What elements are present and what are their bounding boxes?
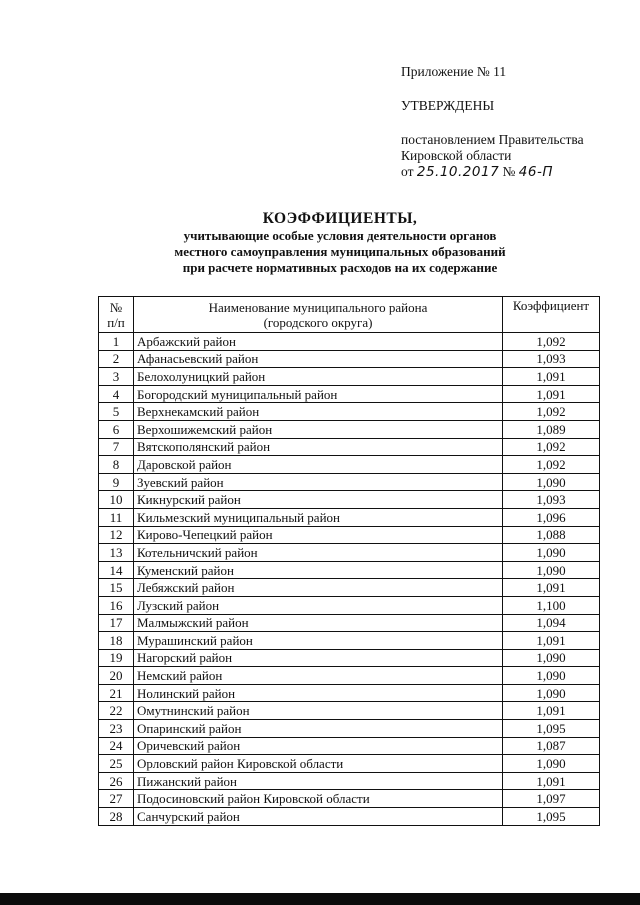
row-number: 5 (99, 403, 134, 421)
row-coefficient: 1,090 (503, 755, 600, 773)
number-prefix: № (502, 164, 516, 179)
title-line-1: учитывающие особые условия деятельности органов (183, 228, 497, 243)
header-name: Наименование муниципального района (городского округа) (134, 297, 503, 333)
row-district-name: Малмыжский район (134, 614, 503, 632)
row-district-name: Вятскополянский район (134, 438, 503, 456)
row-number: 12 (99, 526, 134, 544)
row-district-name: Даровской район (134, 456, 503, 474)
row-coefficient: 1,097 (503, 790, 600, 808)
row-coefficient: 1,091 (503, 632, 600, 650)
decree-line-2: Кировской области (401, 148, 512, 163)
row-district-name: Богородский муниципальный район (134, 385, 503, 403)
table-row (99, 720, 600, 738)
row-district-name: Арбажский район (134, 333, 503, 351)
table-row (99, 755, 600, 773)
annex-number: Приложение № 11 (401, 64, 507, 79)
row-number: 18 (99, 632, 134, 650)
table-row (99, 808, 600, 826)
decree-line-1: постановлением Правительства (401, 132, 584, 147)
table-row (99, 526, 600, 544)
row-district-name: Санчурский район (134, 808, 503, 826)
table-row (99, 702, 600, 720)
decree-date-line (401, 164, 584, 180)
document-title (80, 210, 600, 276)
row-district-name: Белохолуницкий район (134, 368, 503, 386)
row-number: 11 (99, 508, 134, 526)
table-row (99, 579, 600, 597)
table-row (99, 420, 600, 438)
table-row (99, 632, 600, 650)
row-number: 19 (99, 649, 134, 667)
title-line-3: при расчете нормативных расходов на их содержание (182, 260, 498, 275)
row-coefficient: 1,095 (503, 720, 600, 738)
approval-block (401, 64, 584, 180)
row-district-name: Орловский район Кировской области (134, 755, 503, 773)
title-line-2: местного самоуправления муниципальных образований (174, 244, 506, 259)
table-header-row (99, 297, 600, 333)
row-district-name: Верхнекамский район (134, 403, 503, 421)
row-number: 10 (99, 491, 134, 509)
row-district-name: Лузский район (134, 596, 503, 614)
row-district-name: Пижанский район (134, 772, 503, 790)
table-row (99, 561, 600, 579)
scan-bottom-edge (0, 893, 640, 905)
table-row (99, 684, 600, 702)
table-row (99, 473, 600, 491)
row-number: 17 (99, 614, 134, 632)
row-number: 25 (99, 755, 134, 773)
table-row (99, 456, 600, 474)
row-number: 27 (99, 790, 134, 808)
row-district-name: Мурашинский район (134, 632, 503, 650)
table-row (99, 403, 600, 421)
table-row (99, 596, 600, 614)
row-coefficient: 1,095 (503, 808, 600, 826)
handwritten-date: 25.10.2017 (416, 164, 500, 180)
row-coefficient: 1,093 (503, 491, 600, 509)
row-district-name: Куменский район (134, 561, 503, 579)
row-number: 8 (99, 456, 134, 474)
row-number: 4 (99, 385, 134, 403)
row-district-name: Зуевский район (134, 473, 503, 491)
row-coefficient: 1,090 (503, 544, 600, 562)
row-number: 16 (99, 596, 134, 614)
row-number: 14 (99, 561, 134, 579)
header-number: № п/п (99, 297, 134, 333)
table-row (99, 333, 600, 351)
row-coefficient: 1,091 (503, 385, 600, 403)
row-district-name: Кильмезский муниципальный район (134, 508, 503, 526)
row-district-name: Подосиновский район Кировской области (134, 790, 503, 808)
approved-heading: УТВЕРЖДЕНЫ (401, 98, 495, 113)
row-number: 1 (99, 333, 134, 351)
table-row (99, 385, 600, 403)
row-coefficient: 1,090 (503, 667, 600, 685)
table-row (99, 614, 600, 632)
table-row (99, 368, 600, 386)
table-row (99, 737, 600, 755)
row-number: 26 (99, 772, 134, 790)
coefficients-table (98, 296, 600, 826)
row-coefficient: 1,091 (503, 772, 600, 790)
row-coefficient: 1,092 (503, 456, 600, 474)
row-district-name: Афанасьевский район (134, 350, 503, 368)
table-row (99, 350, 600, 368)
row-coefficient: 1,096 (503, 508, 600, 526)
handwritten-number: 46-П (518, 164, 553, 180)
row-coefficient: 1,088 (503, 526, 600, 544)
row-number: 3 (99, 368, 134, 386)
row-number: 22 (99, 702, 134, 720)
row-coefficient: 1,093 (503, 350, 600, 368)
row-coefficient: 1,087 (503, 737, 600, 755)
row-number: 28 (99, 808, 134, 826)
row-number: 20 (99, 667, 134, 685)
table-row (99, 438, 600, 456)
row-number: 7 (99, 438, 134, 456)
row-coefficient: 1,091 (503, 368, 600, 386)
table-row (99, 491, 600, 509)
row-coefficient: 1,090 (503, 561, 600, 579)
title-main: КОЭФФИЦИЕНТЫ, (262, 210, 418, 227)
row-coefficient: 1,100 (503, 596, 600, 614)
header-coefficient: Коэффициент (503, 297, 600, 333)
table-row (99, 772, 600, 790)
row-district-name: Оричевский район (134, 737, 503, 755)
row-coefficient: 1,094 (503, 614, 600, 632)
row-number: 24 (99, 737, 134, 755)
row-number: 2 (99, 350, 134, 368)
row-coefficient: 1,092 (503, 333, 600, 351)
row-district-name: Котельничский район (134, 544, 503, 562)
date-prefix: от (401, 164, 414, 179)
row-coefficient: 1,090 (503, 649, 600, 667)
row-district-name: Верхошижемский район (134, 420, 503, 438)
row-district-name: Нагорский район (134, 649, 503, 667)
row-number: 13 (99, 544, 134, 562)
row-district-name: Кикнурский район (134, 491, 503, 509)
row-district-name: Немский район (134, 667, 503, 685)
table-row (99, 667, 600, 685)
row-coefficient: 1,090 (503, 684, 600, 702)
row-coefficient: 1,092 (503, 403, 600, 421)
row-district-name: Омутнинский район (134, 702, 503, 720)
row-district-name: Лебяжский район (134, 579, 503, 597)
row-coefficient: 1,092 (503, 438, 600, 456)
row-district-name: Кирово-Чепецкий район (134, 526, 503, 544)
table-row (99, 544, 600, 562)
table-row (99, 649, 600, 667)
row-number: 23 (99, 720, 134, 738)
row-number: 6 (99, 420, 134, 438)
row-number: 9 (99, 473, 134, 491)
row-coefficient: 1,090 (503, 473, 600, 491)
row-number: 21 (99, 684, 134, 702)
table-row (99, 790, 600, 808)
table-row (99, 508, 600, 526)
row-district-name: Нолинский район (134, 684, 503, 702)
row-district-name: Опаринский район (134, 720, 503, 738)
row-coefficient: 1,091 (503, 579, 600, 597)
row-coefficient: 1,091 (503, 702, 600, 720)
row-coefficient: 1,089 (503, 420, 600, 438)
row-number: 15 (99, 579, 134, 597)
